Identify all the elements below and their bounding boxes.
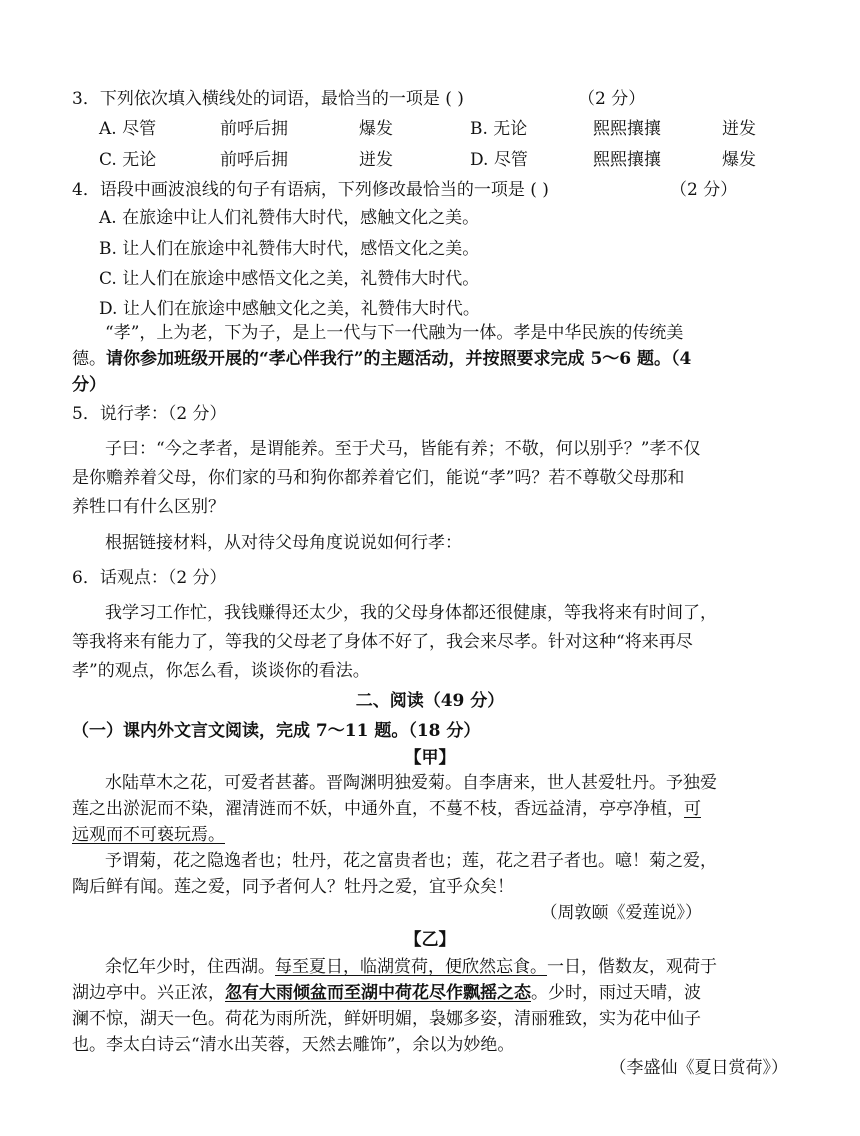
q3-option-d-word3: 爆发	[722, 150, 756, 170]
jia-p2-line-2: 陶后鲜有闻。莲之爱，同予者何人？牡丹之爱，宜乎众矣！	[72, 877, 514, 897]
yi-line-4: 也。李太白诗云“清水出芙蓉，天然去雕饰”，余以为妙绝。	[72, 1035, 515, 1055]
q3-stem: 3．下列依次填入横线处的词语，最恰当的一项是 ( )	[72, 89, 464, 109]
q6-title: 6．话观点：（2 分）	[72, 568, 227, 588]
yi-source: （李盛仙《夏日赏荷》）	[609, 1058, 788, 1078]
intro-line-2-bold: 请你参加班级开展的“孝心伴我行”的主题活动，并按照要求完成 5～6 题。（4	[106, 349, 692, 369]
jia-p2-line-1: 予谓菊，花之隐逸者也；牡丹，花之富贵者也；莲，花之君子者也。噫！菊之爱，	[105, 851, 717, 871]
q3-option-a-word3: 爆发	[359, 119, 393, 139]
q4-option-d: D. 让人们在旅途中感触文化之美，礼赞伟大时代。	[99, 299, 480, 319]
q6-line-1: 我学习工作忙，我钱赚得还太少，我的父母身体都还很健康，等我将来有时间了，	[105, 603, 717, 623]
intro-line-3: 分）	[72, 375, 106, 395]
q3-option-c: C. 无论	[99, 150, 157, 170]
q5-line-1: 子曰：“今之孝者，是谓能养。至于犬马，皆能有养；不敬，何以别乎？”孝不仅	[105, 439, 701, 459]
jia-p1-line-2-underlined: 可	[684, 799, 701, 819]
q4-option-b: B. 让人们在旅途中礼赞伟大时代，感悟文化之美。	[99, 239, 480, 259]
yi-line-2-tail: 。少时，雨过天晴，波	[531, 983, 701, 1003]
q6-line-2: 等我将来有能力了，等我的父母老了身体不好了，我会来尽孝。针对这种“将来再尽	[72, 632, 693, 652]
q3-option-b-word2: 熙熙攘攘	[593, 119, 661, 139]
intro-line-2-plain: 德。	[72, 349, 106, 369]
q4-score: （2 分）	[670, 180, 738, 200]
q5-line-2: 是你赡养着父母，你们家的马和狗你都养着它们，能说“孝”吗？若不尊敬父母那和	[72, 468, 685, 488]
intro-line-2	[72, 346, 788, 372]
q3-option-d: D. 尽管	[470, 150, 528, 170]
q4-option-a: A. 在旅途中让人们礼赞伟大时代，感触文化之美。	[99, 208, 480, 228]
jia-p1-line-3-underlined: 远观而不可亵玩焉。	[72, 825, 225, 845]
q3-option-b: B. 无论	[470, 119, 528, 139]
q6-line-3: 孝”的观点，你怎么看，谈谈你的看法。	[72, 661, 370, 681]
jia-p1-line-3	[72, 822, 788, 848]
yi-line-2-underlined-bold: 忽有大雨倾盆而至湖中荷花尽作飘摇之态	[225, 983, 531, 1003]
q3-option-c-word2: 前呼后拥	[220, 150, 288, 170]
q3-score: （2 分）	[578, 89, 646, 109]
section-2-title: 二、阅读（49 分）	[355, 691, 505, 711]
section-2-subtitle: （一）课内外文言文阅读，完成 7～11 题。（18 分）	[72, 721, 481, 741]
q5-line-3: 养牲口有什么区别？	[72, 497, 225, 517]
jia-p1-line-1: 水陆草木之花，可爱者甚蕃。晋陶渊明独爱菊。自李唐来，世人甚爱牡丹。予独爱	[105, 773, 717, 793]
intro-line-1: “孝”，上为老，下为子，是上一代与下一代融为一体。孝是中华民族的传统美	[105, 323, 684, 343]
q3-option-c-word3: 迸发	[359, 150, 393, 170]
yi-line-1-plain: 余忆年少时，住西湖。	[105, 957, 275, 977]
yi-line-1-tail: 一日，偕数友，观荷于	[547, 957, 717, 977]
q3-option-a-word2: 前呼后拥	[220, 119, 288, 139]
yi-line-3: 澜不惊，湖天一色。荷花为雨所洗，鲜妍明媚，袅娜多姿，清丽雅致，实为花中仙子	[72, 1009, 701, 1029]
q4-stem: 4．语段中画波浪线的句子有语病，下列修改最恰当的一项是 ( )	[72, 180, 549, 200]
q5-prompt: 根据链接材料，从对待父母角度说说如何行孝：	[105, 533, 462, 553]
yi-label: 【乙】	[404, 930, 456, 950]
q3-option-d-word2: 熙熙攘攘	[593, 150, 661, 170]
jia-label: 【甲】	[404, 748, 456, 768]
jia-source: （周敦颐《爱莲说》）	[540, 903, 702, 923]
yi-line-1-underlined: 每至夏日，临湖赏荷，便欣然忘食。	[275, 957, 547, 977]
yi-line-2	[72, 980, 788, 1006]
q5-title: 5．说行孝：（2 分）	[72, 404, 227, 424]
jia-p1-line-2	[72, 796, 788, 822]
jia-p1-line-2-plain: 莲之出淤泥而不染，濯清涟而不妖，中通外直，不蔓不枝，香远益清，亭亭净植，	[72, 799, 684, 819]
q3-option-b-word3: 迸发	[722, 119, 756, 139]
q3-option-a: A. 尽管	[99, 119, 157, 139]
yi-line-2-plain: 湖边亭中。兴正浓，	[72, 983, 225, 1003]
yi-line-1	[105, 954, 788, 980]
q4-option-c: C. 让人们在旅途中感悟文化之美，礼赞伟大时代。	[99, 269, 480, 289]
